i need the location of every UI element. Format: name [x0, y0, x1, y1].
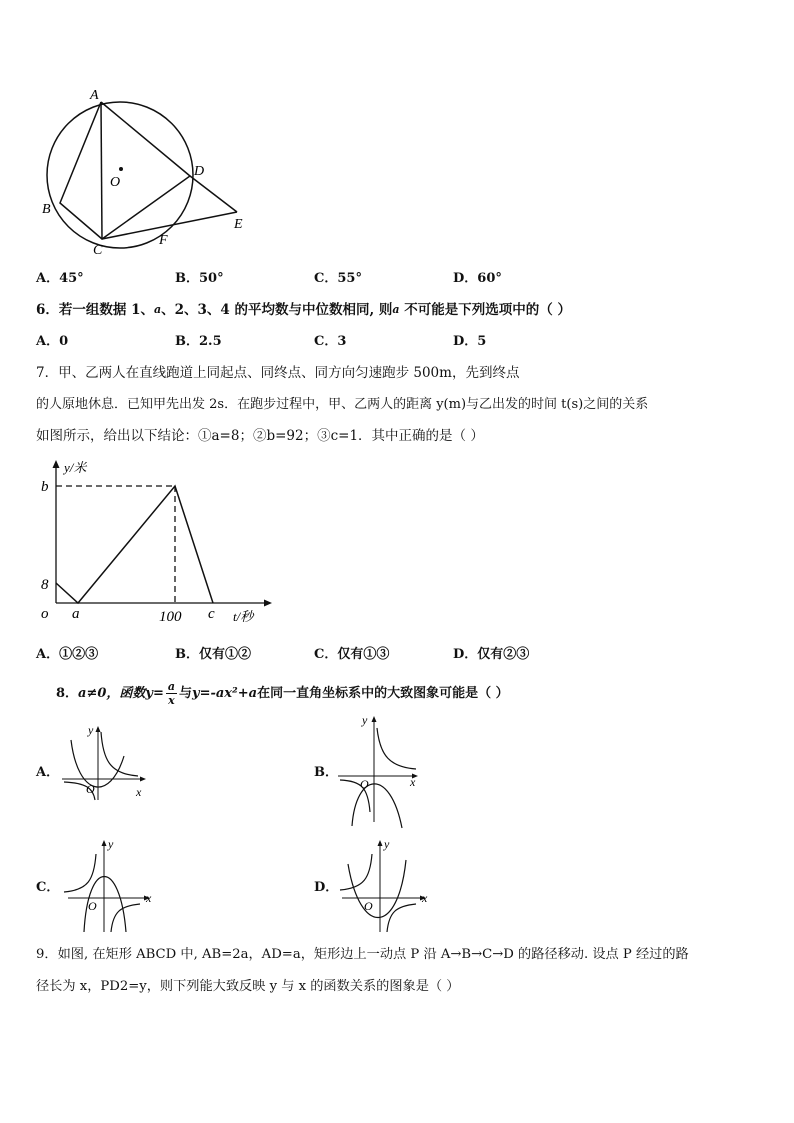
label-a: a — [72, 606, 80, 622]
option-text: 55° — [337, 271, 362, 286]
q8-fraction — [166, 680, 177, 707]
label-b: b — [41, 479, 49, 495]
q7-option-d[interactable] — [453, 646, 529, 664]
axis-o-label: O — [360, 777, 369, 791]
y-arrow — [53, 460, 60, 468]
axis-o-label: O — [364, 899, 373, 913]
distance-line — [56, 486, 213, 603]
option-text: 45° — [59, 271, 84, 286]
option-text: 仅有①③ — [337, 647, 390, 662]
axis-x-label: x — [136, 785, 142, 799]
q7-distance-time-graph — [34, 458, 274, 630]
q6-option-c[interactable] — [314, 333, 346, 351]
q6-number: 6． — [36, 302, 59, 318]
q6-option-d[interactable] — [453, 333, 486, 351]
q8-with: 与 — [179, 686, 193, 701]
axis-y-label: y — [362, 713, 368, 727]
option-text: 0 — [59, 334, 69, 349]
conclusion-2-marker: ② — [252, 428, 267, 444]
q8-option-c-label[interactable]: C． — [36, 880, 60, 895]
q8-stem — [56, 680, 509, 707]
q8-y2: y=-ax²+a — [192, 686, 258, 701]
y-axis-label: y/米 — [64, 460, 87, 475]
y-arrow — [96, 726, 101, 732]
line-ce — [102, 212, 237, 239]
axis-y-label: y — [384, 837, 390, 851]
q8-option-a-graph[interactable] — [58, 722, 150, 802]
q8-option-c-graph[interactable] — [58, 836, 158, 936]
option-text: ①②③ — [59, 647, 99, 662]
q7-option-c[interactable] — [314, 646, 389, 664]
q6-stem — [36, 301, 571, 319]
fraction-denominator: x — [168, 694, 175, 707]
option-letter: C． — [314, 271, 338, 286]
q5-geometry-figure — [30, 82, 260, 260]
q7-option-a[interactable] — [36, 646, 98, 664]
option-letter: B． — [175, 334, 199, 349]
x-axis-label: t/秒 — [233, 609, 254, 624]
label-100: 100 — [159, 609, 182, 625]
center-dot — [119, 167, 123, 171]
option-letter: D． — [453, 647, 478, 662]
axis-y-label: y — [108, 837, 114, 851]
label-f: F — [159, 233, 168, 248]
q5-option-b[interactable] — [175, 270, 224, 288]
option-letter: A． — [36, 647, 60, 662]
y-arrow — [102, 840, 107, 846]
q7-line-2: 的人原地休息．已知甲先出发 2s．在跑步过程中，甲、乙两人的距离 y(m)与乙出发的时间 t(s)之间的关系 — [36, 397, 649, 412]
q6-var-a2: a — [392, 303, 400, 316]
label-8: 8 — [41, 577, 49, 593]
option-letter: C． — [314, 647, 338, 662]
axis-o-label: O — [88, 899, 97, 913]
label-b: B — [42, 202, 51, 217]
y-arrow — [378, 840, 383, 846]
hyperbola-branch-2 — [387, 904, 416, 932]
q8-condition: a≠0，函数 — [78, 686, 146, 701]
q8-option-a-label[interactable]: A． — [36, 765, 60, 780]
option-text: 仅有①② — [199, 647, 252, 662]
line-ac — [101, 102, 102, 239]
hyperbola-branch-1 — [377, 728, 416, 769]
axis-y-label: y — [88, 723, 94, 737]
q7-option-b[interactable] — [175, 646, 251, 664]
label-c: c — [208, 606, 215, 622]
option-text: 60° — [477, 271, 502, 286]
conclusion-3-marker: ③ — [317, 428, 331, 444]
q8-option-d-graph[interactable] — [334, 836, 434, 936]
label-c: C — [93, 243, 103, 258]
q6-option-a[interactable] — [36, 333, 68, 351]
q6-option-b[interactable] — [175, 333, 222, 351]
q9-line-1: 9．如图, 在矩形 ABCD 中, AB=2a，AD=a，矩形边上一动点 P 沿 A→B→C→D 的路径移动. 设点 P 经过的路 — [36, 947, 689, 962]
q9-line-2: 径长为 x，PD2=y，则下列能大致反映 y 与 x 的函数关系的图象是（ ） — [36, 979, 460, 994]
conclusion-2-text: b=92； — [266, 428, 318, 444]
option-text: 2.5 — [199, 334, 222, 349]
label-o: O — [110, 175, 121, 190]
q6-text-3: 不可能是下列选项中的（ ） — [399, 302, 571, 318]
q8-text-after: 在同一直角坐标系中的大致图象可能是（ ） — [257, 686, 509, 701]
axis-x-label: x — [410, 775, 416, 789]
y-arrow — [372, 716, 377, 722]
hyperbola-branch-1 — [340, 854, 372, 890]
hyperbola-branch-1 — [64, 854, 96, 892]
option-text: 3 — [337, 334, 347, 349]
label-origin: o — [41, 606, 49, 622]
option-letter: A． — [36, 271, 60, 286]
fraction-numerator: a — [167, 680, 176, 693]
q5-option-a[interactable] — [36, 270, 84, 288]
q5-option-d[interactable] — [453, 270, 502, 288]
q8-option-b-graph[interactable] — [334, 712, 426, 830]
q6-var-a: a — [154, 303, 162, 316]
axis-x-label: x — [422, 891, 428, 905]
option-text: 50° — [199, 271, 224, 286]
conclusion-1-text: a=8； — [211, 428, 253, 444]
q8-option-d-label[interactable]: D． — [314, 880, 339, 895]
option-letter: A． — [36, 334, 60, 349]
option-letter: D． — [453, 271, 478, 286]
q7-line3-text: 如图所示，给出以下结论： — [36, 428, 198, 444]
conclusion-1-marker: ① — [198, 428, 212, 444]
q6-text-2: 、2、3、4 的平均数与中位数相同, 则 — [161, 302, 393, 318]
option-letter: B． — [175, 647, 199, 662]
line-de — [190, 176, 237, 212]
x-arrow — [264, 600, 272, 607]
q5-option-c[interactable] — [314, 270, 362, 288]
q7-line-1: 7．甲、乙两人在直线跑道上同起点、同终点、同方向匀速跑步 500m，先到终点 — [36, 365, 520, 381]
conclusion-3-text: c=1．其中正确的是（ ） — [330, 428, 484, 444]
option-letter: C． — [314, 334, 338, 349]
hyperbola-branch-1 — [101, 732, 138, 776]
option-letter: B． — [175, 271, 199, 286]
axis-x-label: x — [146, 891, 152, 905]
x-arrow — [140, 777, 146, 782]
label-a: A — [90, 88, 99, 103]
q8-option-b-label[interactable]: B． — [314, 765, 338, 780]
label-d: D — [194, 164, 205, 179]
label-e: E — [234, 217, 243, 232]
q7-line-3 — [36, 427, 484, 445]
option-text: 仅有②③ — [477, 647, 530, 662]
option-letter: D． — [453, 334, 478, 349]
q8-number: 8． — [56, 686, 79, 701]
q8-y1: y= — [145, 686, 164, 701]
axis-o-label: O — [86, 782, 95, 796]
q6-text-1: 若一组数据 1、 — [58, 302, 154, 318]
option-text: 5 — [477, 334, 487, 349]
